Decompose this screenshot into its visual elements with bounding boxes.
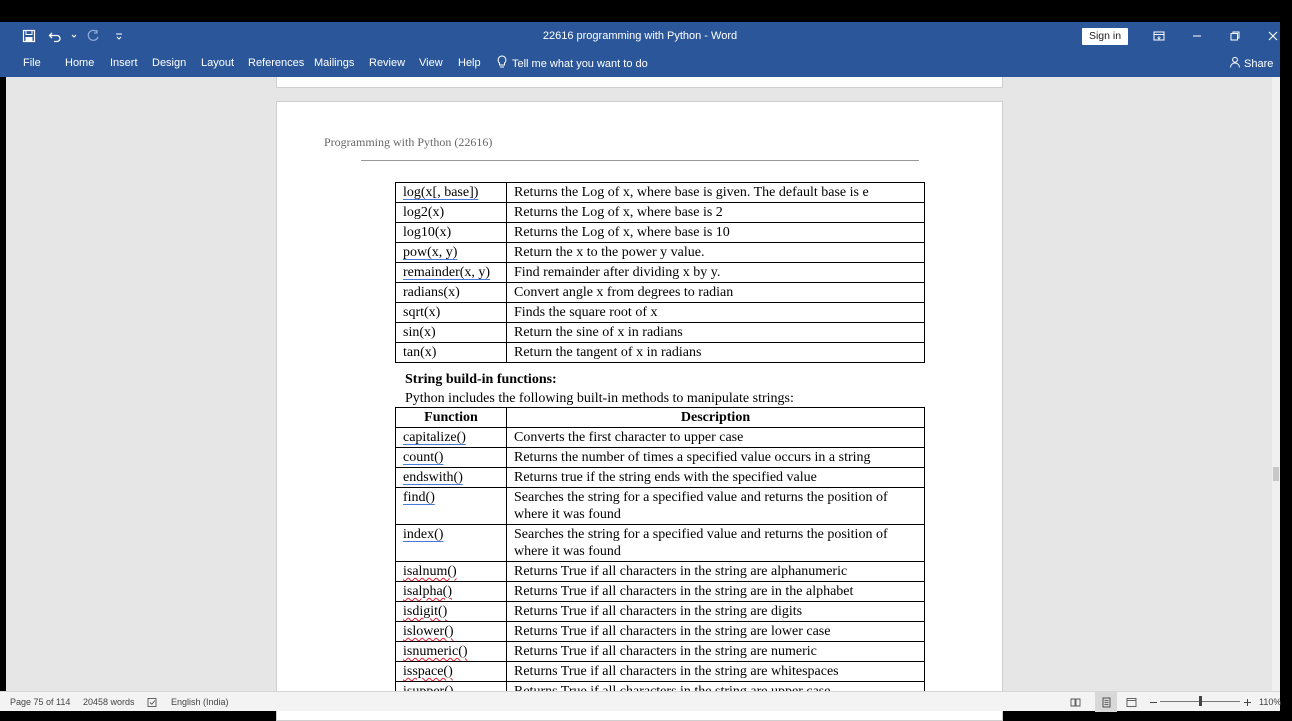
window-title: 22616 programming with Python - Word <box>542 30 738 42</box>
description-cell: Returns the Log of x, where base is 2 <box>507 203 925 223</box>
zoom-out-icon[interactable] <box>1148 692 1159 712</box>
table-row <box>396 203 925 223</box>
table-row <box>396 283 925 303</box>
description-cell: Finds the square root of x <box>507 303 925 323</box>
function-name: sin(x) <box>403 325 436 340</box>
table-row <box>396 223 925 243</box>
tab-layout[interactable]: Layout <box>201 57 235 69</box>
function-name: index() <box>403 527 444 542</box>
tab-insert[interactable]: Insert <box>110 57 138 69</box>
tab-help[interactable]: Help <box>458 57 481 69</box>
function-cell <box>396 622 507 642</box>
description-cell: Returns true if the string ends with the specified value <box>507 468 925 488</box>
print-layout-icon[interactable] <box>1095 692 1117 712</box>
proofing-icon[interactable] <box>147 692 158 712</box>
function-name: isnumeric() <box>403 644 468 659</box>
description-cell: Returns True if all characters in the string are alphanumeric <box>507 562 925 582</box>
table-row <box>396 183 925 203</box>
section-intro: Python includes the following built-in methods to manipulate strings: <box>405 391 794 406</box>
table-row <box>396 428 925 448</box>
lightbulb-icon <box>496 55 508 72</box>
zoom-slider-thumb[interactable] <box>1199 696 1202 706</box>
table-row <box>396 303 925 323</box>
table-row <box>396 642 925 662</box>
window-controls <box>1140 22 1292 50</box>
person-icon <box>1229 56 1241 71</box>
table-row <box>396 343 925 363</box>
page-header-text: Programming with Python (22616) <box>324 135 493 149</box>
share-button[interactable] <box>1229 50 1273 77</box>
table-row <box>396 488 925 525</box>
ribbon-tabs <box>0 50 1280 77</box>
function-cell <box>396 343 507 363</box>
function-cell <box>396 323 507 343</box>
description-cell: Return the x to the power y value. <box>507 243 925 263</box>
string-functions-table <box>395 407 925 702</box>
zoom-level[interactable]: 110% <box>1259 697 1282 707</box>
tab-mailings[interactable]: Mailings <box>314 57 355 69</box>
function-cell <box>396 468 507 488</box>
tell-me-search[interactable] <box>496 50 648 77</box>
function-name: log10(x) <box>403 225 452 240</box>
page-count[interactable]: Page 75 of 114 <box>10 697 71 707</box>
function-name: endswith() <box>403 470 463 485</box>
table-row <box>396 622 925 642</box>
function-name: tan(x) <box>403 345 437 360</box>
column-header-description: Description <box>507 408 925 428</box>
sign-in-button[interactable]: Sign in <box>1082 28 1128 45</box>
tell-me-label: Tell me what you want to do <box>512 57 648 70</box>
scrollbar-thumb[interactable] <box>1273 467 1279 481</box>
status-bar <box>0 691 1280 711</box>
zoom-in-icon[interactable] <box>1242 692 1253 712</box>
vertical-scrollbar[interactable] <box>1272 77 1280 691</box>
table-row <box>396 263 925 283</box>
description-cell: Converts the first character to upper case <box>507 428 925 448</box>
function-cell <box>396 642 507 662</box>
title-bar <box>0 22 1280 50</box>
function-cell <box>396 283 507 303</box>
function-name: find() <box>403 490 435 505</box>
function-cell <box>396 303 507 323</box>
function-name: log2(x) <box>403 205 445 220</box>
function-name: remainder(x, y) <box>403 265 491 280</box>
tab-design[interactable]: Design <box>152 57 187 69</box>
section-title: String build-in functions: <box>405 372 557 387</box>
function-cell <box>396 428 507 448</box>
function-cell <box>396 582 507 602</box>
table-row <box>396 448 925 468</box>
function-name: capitalize() <box>403 430 466 445</box>
description-cell: Returns True if all characters in the string are lower case <box>507 622 925 642</box>
function-cell <box>396 263 507 283</box>
table-row <box>396 562 925 582</box>
function-cell <box>396 448 507 468</box>
function-name: sqrt(x) <box>403 305 441 320</box>
table-row <box>396 525 925 562</box>
description-cell: Returns the number of times a specified value occurs in a string <box>507 448 925 468</box>
description-cell: Returns True if all characters in the string are in the alphabet <box>507 582 925 602</box>
description-cell: Returns the Log of x, where base is given. The default base is e <box>507 183 925 203</box>
function-name: log(x[, base]) <box>403 185 479 200</box>
header-rule <box>361 160 919 161</box>
function-name: isdigit() <box>403 604 448 619</box>
description-cell: Returns the Log of x, where base is 10 <box>507 223 925 243</box>
table-row <box>396 602 925 622</box>
close-icon[interactable] <box>1254 22 1292 50</box>
function-name: isspace() <box>403 664 453 679</box>
tab-file[interactable]: File <box>23 57 41 69</box>
function-cell <box>396 243 507 263</box>
word-count[interactable]: 20458 words <box>83 697 135 707</box>
document-page[interactable] <box>276 101 1003 721</box>
tab-home[interactable]: Home <box>65 57 95 69</box>
restore-icon[interactable] <box>1216 22 1254 50</box>
description-cell: Searches the string for a specified value and returns the position of where it was found <box>507 525 925 562</box>
language[interactable]: English (India) <box>171 697 229 707</box>
description-cell: Searches the string for a specified value and returns the position of where it was found <box>507 488 925 525</box>
function-name: radians(x) <box>403 285 460 300</box>
column-header-function: Function <box>396 408 507 428</box>
function-cell <box>396 183 507 203</box>
table-row <box>396 323 925 343</box>
description-cell: Returns True if all characters in the string are numeric <box>507 642 925 662</box>
description-cell: Return the sine of x in radians <box>507 323 925 343</box>
function-cell <box>396 203 507 223</box>
function-cell <box>396 602 507 622</box>
function-cell <box>396 525 507 562</box>
tab-references[interactable]: References <box>248 57 305 69</box>
description-cell: Convert angle x from degrees to radian <box>507 283 925 303</box>
description-cell: Returns True if all characters in the string are digits <box>507 602 925 622</box>
table-row <box>396 582 925 602</box>
ribbon-display-options-icon[interactable] <box>1140 22 1178 50</box>
function-name: pow(x, y) <box>403 245 458 260</box>
function-name: count() <box>403 450 444 465</box>
function-cell <box>396 662 507 682</box>
table-row <box>396 468 925 488</box>
document-canvas[interactable] <box>6 77 1272 691</box>
function-cell <box>396 223 507 243</box>
share-label: Share <box>1244 57 1274 70</box>
read-mode-icon[interactable] <box>1070 692 1081 712</box>
tab-review[interactable]: Review <box>369 57 406 69</box>
function-cell <box>396 488 507 525</box>
function-name: isalnum() <box>403 564 457 579</box>
tab-view[interactable]: View <box>419 57 443 69</box>
description-cell: Find remainder after dividing x by y. <box>507 263 925 283</box>
math-functions-table <box>395 182 925 363</box>
minimize-icon[interactable] <box>1178 22 1216 50</box>
web-layout-icon[interactable] <box>1126 692 1137 712</box>
function-name: isalpha() <box>403 584 452 599</box>
function-cell <box>396 562 507 582</box>
description-cell: Return the tangent of x in radians <box>507 343 925 363</box>
table-row <box>396 662 925 682</box>
table-row <box>396 243 925 263</box>
description-cell: Returns True if all characters in the string are whitespaces <box>507 662 925 682</box>
table-header-row <box>396 408 925 428</box>
previous-page-bottom <box>276 77 1003 88</box>
function-name: islower() <box>403 624 454 639</box>
